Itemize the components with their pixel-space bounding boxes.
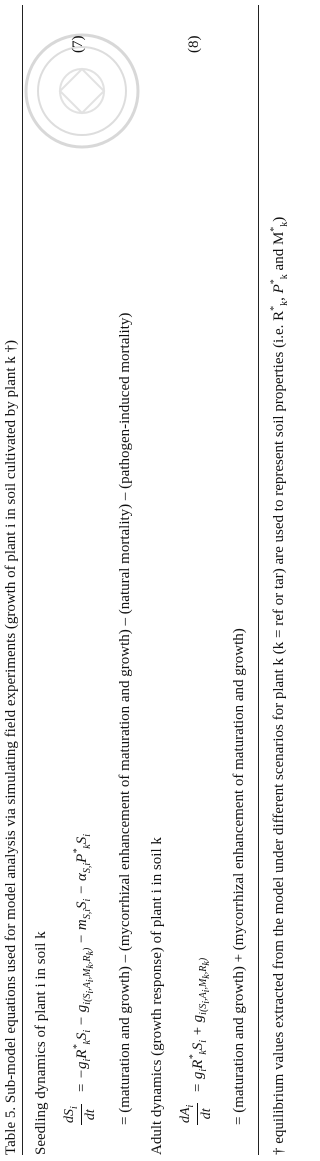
adult-explanation: = (maturation and growth) + (mycorrhizal enhancement of maturation and growth) [231,628,247,1125]
lhs-numerator: dA [178,1107,193,1123]
lhs-denominator: dt [198,1108,214,1120]
lhs-denominator: dt [82,1109,98,1121]
lhs-numerator: dS [62,1109,77,1123]
lhs-numerator-sub: i [184,1104,196,1108]
lhs-numerator-sub: i [68,1106,80,1109]
equation-number-7: (7) [70,35,86,53]
seedling-equation-rhs: = $-g_iR^*_kS_i - g_{i(S_i,A_i,M_k,R_k)} - m_{S,i}S_i - \alpha_{S,i}P^*_kS_i$ [72,833,96,1093]
equation-number-8: (8) [186,35,202,53]
adult-heading: Adult dynamics (growth response) of plant i in soil k [149,837,165,1155]
top-rule [22,5,23,1155]
table-footnote: † equilibrium values extracted from the model under different scenarios for plant k (k = ref or tar) are used to represent soil properties (i.e. $R^*_k$, $P^*_k$ and $M^*_k$) [269,216,290,1155]
seedling-lhs-fraction [62,1104,99,1125]
adult-equation-rhs: = $g_iR^*_kS_i + g_{i(S_i,A_i,M_k,R_k)}$ [188,957,212,1093]
table-caption: Table 5. Sub-model equations used for model analysis via simulating field experiments (growth of plant i in soil cultivated by plant k †) [3,339,19,1155]
adult-lhs-fraction [178,1103,215,1125]
seedling-explanation: = (maturation and growth) – (mycorrhizal enhancement of maturation and growth) – (natural mortality) – (pathogen-induced mortality) [117,312,133,1125]
bottom-rule [258,5,259,1155]
seedling-heading: Seedling dynamics of plant i in soil k [33,931,49,1155]
